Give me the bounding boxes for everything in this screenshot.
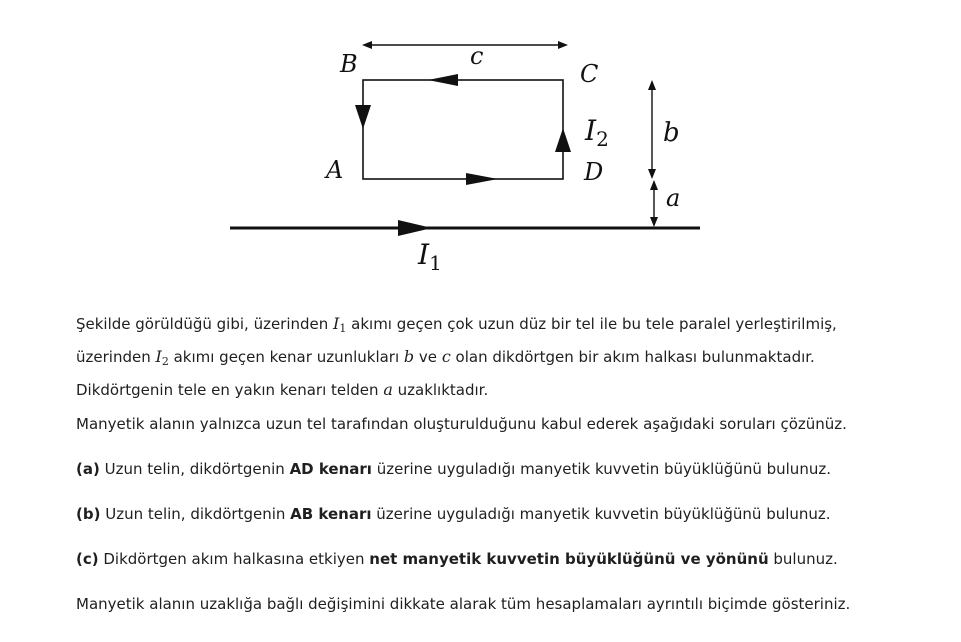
label-I2: $I_2$ <box>585 114 609 151</box>
math-I1: $I_1$ <box>333 314 347 335</box>
dimension-a-arrow-top <box>650 180 658 190</box>
intro-line-1: Şekilde görüldüğü gibi, üzerinden $I_1$ akımı geçen çok uzun düz bir tel ile bu tele paralel yerleştirilmiş, <box>76 314 837 335</box>
math-I2: $I_2$ <box>155 347 169 368</box>
math-c: c <box>441 347 451 366</box>
math-a: a <box>383 380 393 399</box>
dimension-b-arrow-top <box>648 80 656 90</box>
label-D: D <box>584 158 604 186</box>
question-a: (a) Uzun telin, dikdörtgenin AD kenarı üzerine uyguladığı manyetik kuvvetin büyüklüğünü bulunuz. <box>76 460 831 478</box>
assumption-text: Manyetik alanın yalnızca uzun tel tarafından oluşturulduğunu kabul ederek aşağıdaki soruları çözünüz. <box>76 415 847 433</box>
label-B: B <box>340 50 358 78</box>
dimension-a-arrow-bottom <box>650 217 658 227</box>
label-A: A <box>326 156 344 184</box>
loop-arrow-top <box>428 74 458 86</box>
dimension-c-arrow-left <box>362 41 372 49</box>
question-b: (b) Uzun telin, dikdörtgenin AB kenarı üzerine uyguladığı manyetik kuvvetin büyüklüğünü bulunuz. <box>76 505 831 523</box>
label-b: b <box>663 118 680 148</box>
label-I1: $I_1$ <box>418 238 442 275</box>
closing-text: Manyetik alanın uzaklığa bağlı değişimini dikkate alarak tüm hesaplamaları ayrıntılı biçimde gösteriniz. <box>76 595 851 613</box>
intro-paragraph <box>76 310 936 404</box>
dimension-b-arrow-bottom <box>648 169 656 179</box>
loop-arrow-bottom <box>466 173 498 185</box>
wire-current-arrow <box>398 220 432 236</box>
loop-arrow-left <box>355 105 371 129</box>
dimension-c-arrow-right <box>558 41 568 49</box>
label-a: a <box>666 184 681 212</box>
intro-line-2: üzerinden $I_2$ akımı geçen kenar uzunlukları b ve c olan dikdörtgen bir akım halkası bulunmaktadır. <box>76 347 815 368</box>
loop-arrow-right <box>555 128 571 152</box>
intro-line-3: Dikdörtgenin tele en yakın kenarı telden a uzaklıktadır. <box>76 380 489 399</box>
circuit-figure <box>0 0 961 290</box>
current-loop <box>363 80 563 179</box>
question-c: (c) Dikdörtgen akım halkasına etkiyen net manyetik kuvvetin büyüklüğünü ve yönünü bulunuz. <box>76 550 838 568</box>
label-C: C <box>580 60 599 88</box>
label-c: c <box>470 42 484 70</box>
math-b: b <box>403 347 415 366</box>
